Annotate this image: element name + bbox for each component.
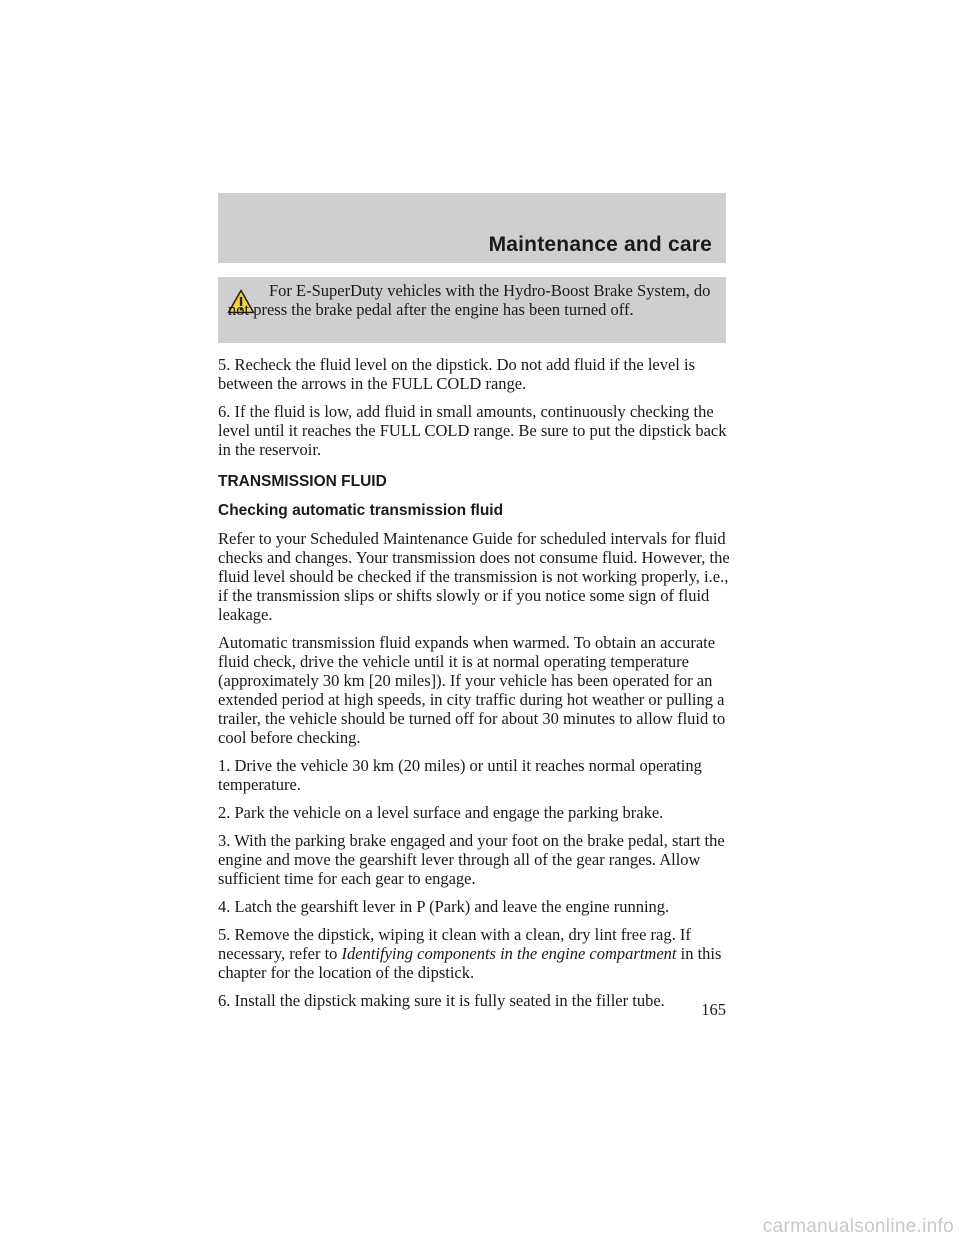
page-body: [218, 355, 730, 1019]
page-number: 165: [701, 1000, 726, 1019]
warning-box: [218, 277, 726, 343]
section-heading: TRANSMISSION FLUID: [218, 473, 387, 490]
step-3: 3. With the parking brake engaged and your foot on the brake pedal, start the engine and move the gearshift lever through all of the gear ranges. Allow sufficient time for each gear to engage.: [218, 831, 725, 888]
intro-paragraph: Refer to your Scheduled Maintenance Guide for scheduled intervals for fluid checks and changes. Your transmission does not consume fluid. However, the fluid level should be checked if the transmission is not working properly, i.e., if the transmission slips or shifts slowly or if you notice some sign of fluid leakage.: [218, 529, 730, 624]
intro-paragraph: Automatic transmission fluid expands when warmed. To obtain an accurate fluid check, drive the vehicle until it is at normal operating temperature (approximately 30 km [20 miles]). If your vehicle has been operated for an extended period at high speeds, in city traffic during hot weather or pulling a trailer, the vehicle should be turned off for about 30 minutes to allow fluid to cool before checking.: [218, 633, 726, 747]
step-2: 2. Park the vehicle on a level surface and engage the parking brake.: [218, 803, 664, 822]
section-header-band: [218, 193, 726, 263]
warning-text: For E-SuperDuty vehicles with the Hydro-Boost Brake System, do not press the brake pedal after the engine has been turned off.: [228, 281, 711, 319]
step-6: 6. Install the dipstick making sure it is fully seated in the filler tube.: [218, 991, 665, 1010]
step-5: [218, 925, 730, 982]
step-add-fluid: 6. If the fluid is low, add fluid in small amounts, continuously checking the level until it reaches the FULL COLD range. Be sure to put the dipstick back in the reservoir.: [218, 402, 727, 459]
step-4: 4. Latch the gearshift lever in P (Park) and leave the engine running.: [218, 897, 670, 916]
step-1: 1. Drive the vehicle 30 km (20 miles) or until it reaches normal operating temperature.: [218, 756, 702, 794]
cross-reference-link: Identifying components in the engine compartment: [341, 944, 677, 963]
watermark: carmanualsonline.info: [762, 1216, 954, 1237]
step-recheck-fluid: 5. Recheck the fluid level on the dipstick. Do not add fluid if the level is between the arrows in the FULL COLD range.: [218, 355, 696, 393]
step-5-text-end: in this chapter for the location of the dipstick.: [218, 944, 722, 982]
step-5-text: 5. Remove the dipstick, wiping it clean with a clean, dry lint free rag. If necessary, refer to: [218, 925, 691, 963]
section-title: Maintenance and care: [488, 233, 712, 256]
section-subheading: Checking automatic transmission fluid: [218, 502, 504, 519]
